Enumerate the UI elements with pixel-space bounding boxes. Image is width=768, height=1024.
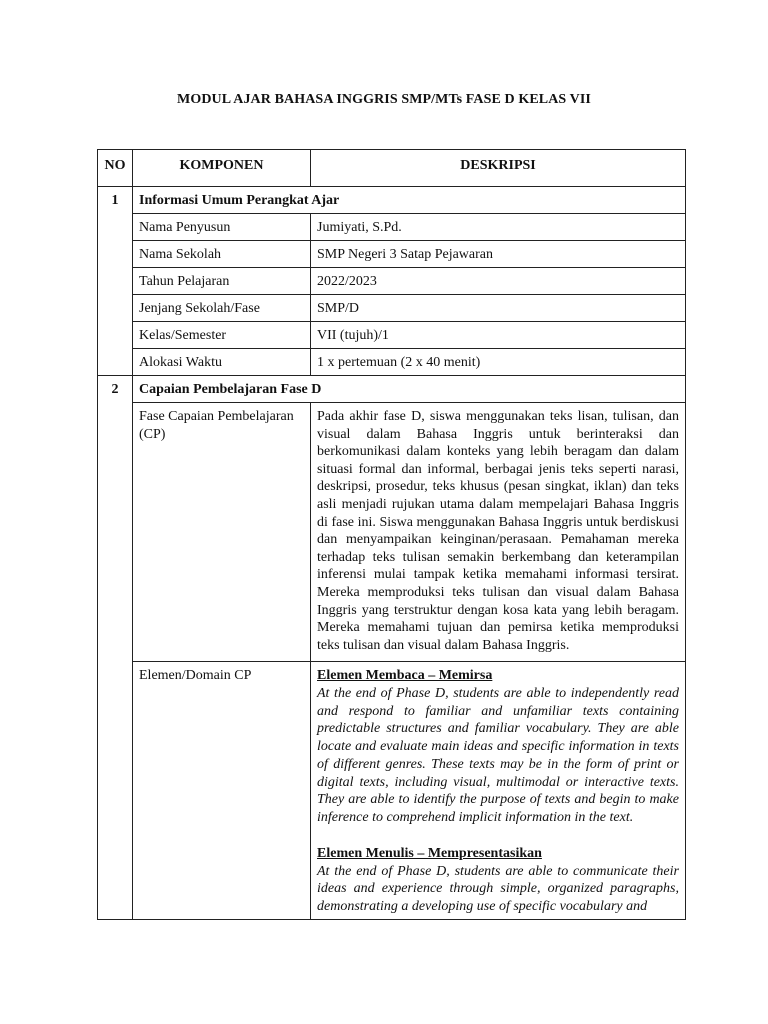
elemen-menulis-heading: Elemen Menulis – Mempresentasikan	[317, 845, 542, 861]
section-2-title: Capaian Pembelajaran Fase D	[133, 376, 686, 403]
table-header-row	[98, 150, 686, 187]
header-deskripsi: DESKRIPSI	[311, 150, 686, 187]
table-row	[98, 241, 686, 268]
section-1-title: Informasi Umum Perangkat Ajar	[133, 187, 686, 214]
row-value-nama-sekolah: SMP Negeri 3 Satap Pejawaran	[311, 241, 686, 268]
row-label-nama-penyusun: Nama Penyusun	[133, 214, 311, 241]
elemen-label: Elemen/Domain CP	[133, 662, 311, 920]
table-row	[98, 662, 686, 920]
row-label-alokasi-waktu: Alokasi Waktu	[133, 349, 311, 376]
document-title: MODUL AJAR BAHASA INGGRIS SMP/MTs FASE D KELAS VII	[177, 92, 591, 107]
paragraph-spacer	[317, 827, 679, 845]
cp-label: Fase Capaian Pembelajaran (CP)	[133, 403, 311, 662]
row-value-tahun-pelajaran: 2022/2023	[311, 268, 686, 295]
row-label-tahun-pelajaran: Tahun Pelajaran	[133, 268, 311, 295]
table-row	[98, 403, 686, 662]
elemen-membaca-heading: Elemen Membaca – Memirsa	[317, 668, 493, 683]
table-row	[98, 322, 686, 349]
row-value-nama-penyusun: Jumiyati, S.Pd.	[311, 214, 686, 241]
table-row	[98, 295, 686, 322]
elemen-description	[311, 662, 686, 920]
row-value-kelas-semester: VII (tujuh)/1	[311, 322, 686, 349]
row-label-jenjang: Jenjang Sekolah/Fase	[133, 295, 311, 322]
header-komponen: KOMPONEN	[133, 150, 311, 187]
header-no: NO	[98, 150, 133, 187]
elemen-membaca-text: At the end of Phase D, students are able to independently read and respond to familiar and unfamiliar texts containing predictable structures and familiar vocabulary. They are able locate and evaluate main ideas and specific information in texts of different genres. These texts may be in the form of print or digital texts, including visual, multimodal or interactive texts. They are able to identify the purpose of texts and begin to make inference to comprehend implicit information in the text.	[317, 686, 679, 825]
table-row	[98, 214, 686, 241]
section-2-number: 2	[98, 376, 133, 920]
row-label-kelas-semester: Kelas/Semester	[133, 322, 311, 349]
row-value-jenjang: SMP/D	[311, 295, 686, 322]
table-row	[98, 268, 686, 295]
section-1-title-row	[98, 187, 686, 214]
module-table	[97, 149, 686, 920]
row-label-nama-sekolah: Nama Sekolah	[133, 241, 311, 268]
table-row	[98, 349, 686, 376]
elemen-menulis-text: At the end of Phase D, students are able to communicate their ideas and experience through simple, organized paragraphs, demonstrating a developing use of specific vocabulary and	[317, 863, 679, 915]
cp-description: Pada akhir fase D, siswa menggunakan teks lisan, tulisan, dan visual dalam Bahasa Inggris untuk berinteraksi dan berkomunikasi dalam konteks yang lebih beragam dan dalam situasi formal dan informal, berbagai jenis teks seperti narasi, deskripsi, prosedur, teks khusus (pesan singkat, iklan) dan teks asli menjadi rujukan utama dalam mempelajari Bahasa Inggris di fase ini. Siswa menggunakan Bahasa Inggris untuk berdiskusi dan menyampaikan keinginan/perasaan. Pemahaman mereka terhadap teks tulisan semakin berkembang dan keterampilan inferensi mulai tampak ketika memahami informasi tersirat. Mereka memproduksi teks tulisan dan visual dalam Bahasa Inggris yang terstruktur dengan kosa kata yang lebih beragam. Mereka memahami tujuan dan pemirsa ketika memproduksi teks tulisan dan visual dalam Bahasa Inggris.	[311, 403, 686, 662]
section-1-number: 1	[98, 187, 133, 376]
row-value-alokasi-waktu: 1 x pertemuan (2 x 40 menit)	[311, 349, 686, 376]
section-2-title-row	[98, 376, 686, 403]
